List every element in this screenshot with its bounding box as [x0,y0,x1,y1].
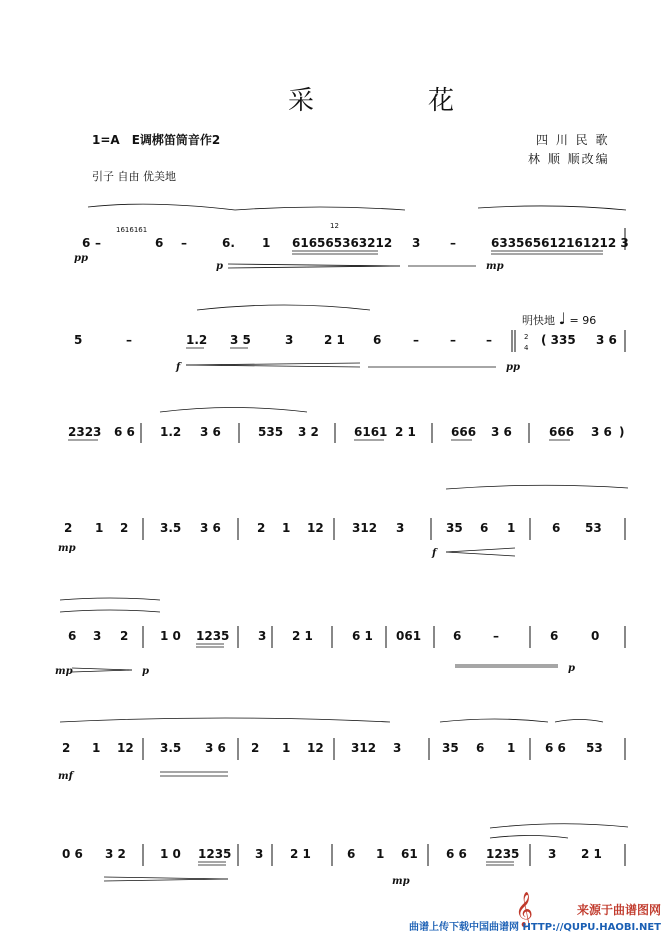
note-12: 1.2 [160,425,182,439]
note-6: 6 [476,741,485,755]
note-36: 3 6 [596,333,617,347]
note-3: 3 [93,629,102,643]
note-21: 2 1 [395,425,416,439]
system-3 [68,408,624,444]
dynamic-mp: mp [58,543,76,554]
note-36: 3 6 [200,521,221,535]
note-1235: 1235 [198,847,232,861]
note-36: 3 6 [200,425,221,439]
note-6: 6. [222,236,235,250]
note-1: 1 [282,521,291,535]
note-61: 6 1 [352,629,373,643]
dynamic-mf: mf [58,771,73,782]
note-32: 3 2 [298,425,319,439]
note-2: 2 [120,629,129,643]
note-1: 1 [507,521,516,535]
note-2: 2 [64,521,73,535]
run-notes: 616565363212 [292,236,393,250]
note-53: 53 [586,741,603,755]
note-35: 3.5 [160,741,182,755]
system-2 [74,305,625,373]
note-061: 061 [396,629,422,643]
note-6: 6 [550,629,559,643]
dynamic-mp: mp [55,666,73,677]
note-32: 3 2 [105,847,126,861]
note-1235: 1235 [196,629,230,643]
note-21: 2 1 [292,629,313,643]
note-3: 3 [258,629,267,643]
quarter-note-icon: ♩ [558,309,567,328]
dynamic-p: p [216,261,223,272]
system-6 [58,718,625,782]
note-36: 3 6 [491,425,512,439]
dash: – [181,236,187,250]
note-36: 3 6 [205,741,226,755]
note-53: 53 [585,521,602,535]
note-35: 3 5 [230,333,251,347]
close-paren: ) [619,425,625,439]
note-12: 1.2 [186,333,208,347]
dynamic-p: p [142,666,149,677]
note-36: 3 6 [591,425,612,439]
note-666: 666 [451,425,477,439]
note-335: ( 335 [541,333,576,347]
watermark-line1: 来源于曲谱图网 [576,903,661,917]
note-6: 6 [347,847,356,861]
tempo-value: = 96 [569,314,597,327]
arranger-credit: 林 顺 顺改编 [528,152,610,166]
note-2: 2 [257,521,266,535]
dynamic-f: f [176,362,181,373]
note-6: 6 [155,236,164,250]
origin-credit: 四 川 民 歌 [536,133,610,147]
note-6: 6 [68,629,77,643]
note-66: 6 6 [446,847,467,861]
note-12: 12 [307,521,324,535]
note-2323: 2323 [68,425,102,439]
dash: – [95,236,101,250]
system-7 [62,824,628,887]
key-signature: 1=A E调梆笛筒音作2 [92,133,221,147]
note-312: 312 [352,521,378,535]
tempo-label: 明快地 [522,314,555,327]
dash: – [450,236,456,250]
dash: – [413,333,419,347]
note-3: 3 [393,741,402,755]
note-3: 3 [285,333,294,347]
dynamic-pp: pp [506,362,520,373]
note-3: 3 [255,847,264,861]
note-35: 35 [442,741,459,755]
note-6: 6 [82,236,91,250]
system-5 [55,598,625,677]
note-0: 0 [591,629,600,643]
note-1: 1 [95,521,104,535]
note-312: 312 [351,741,377,755]
note-66: 6 6 [114,425,135,439]
note-1: 1 [376,847,385,861]
watermark-line2: 曲谱上传下载中国曲谱网 HTTP://QUPU.HAOBI.NET [409,922,661,933]
note-1: 1 [507,741,516,755]
note-6: 6 [480,521,489,535]
note-6: 6 [453,629,462,643]
time-sig-top: 2 [524,333,529,341]
grace-notes: 1616161 [116,226,148,234]
note-3: 3 [396,521,405,535]
dynamic-p: p [568,663,575,674]
note-1: 1 [262,236,271,250]
note-06: 0 6 [62,847,83,861]
note-35: 35 [446,521,463,535]
note-6: 6 [552,521,561,535]
note-10: 1 0 [160,629,181,643]
watermark [409,901,661,933]
note-535: 535 [258,425,284,439]
note-2: 2 [62,741,71,755]
note-2: 2 [120,521,129,535]
note-2: 2 [251,741,260,755]
note-1235: 1235 [486,847,520,861]
note-666: 666 [549,425,575,439]
dynamic-mp: mp [392,876,410,887]
note-3: 3 [412,236,421,250]
tuplet-12: 12 [330,222,339,230]
note-6: 6 [373,333,382,347]
dash: – [493,629,499,643]
treble-clef-icon: 𝄞 [515,892,533,927]
dynamic-f: f [432,548,437,559]
dynamic-pp: pp [74,253,88,264]
score-title: 采 花 [288,86,499,116]
dash: – [126,333,132,347]
note-12: 12 [117,741,134,755]
note-12: 12 [307,741,324,755]
note-21: 2 1 [581,847,602,861]
note-1: 1 [282,741,291,755]
time-sig-bottom: 4 [524,344,529,352]
system-4 [58,485,628,559]
note-3: 3 [548,847,557,861]
note-61: 61 [401,847,418,861]
note-66: 6 6 [545,741,566,755]
note-10: 1 0 [160,847,181,861]
intro-marking: 引子 自由 优美地 [92,170,176,183]
note-21: 2 1 [290,847,311,861]
dash: – [486,333,492,347]
note-5: 5 [74,333,83,347]
note-21: 2 1 [324,333,345,347]
dash: – [450,333,456,347]
dynamic-mp: mp [486,261,504,272]
note-1: 1 [92,741,101,755]
note-35: 3.5 [160,521,182,535]
system-1 [74,204,629,272]
note-6161: 6161 [354,425,388,439]
run-notes: 633565612161212 3 [491,236,629,250]
